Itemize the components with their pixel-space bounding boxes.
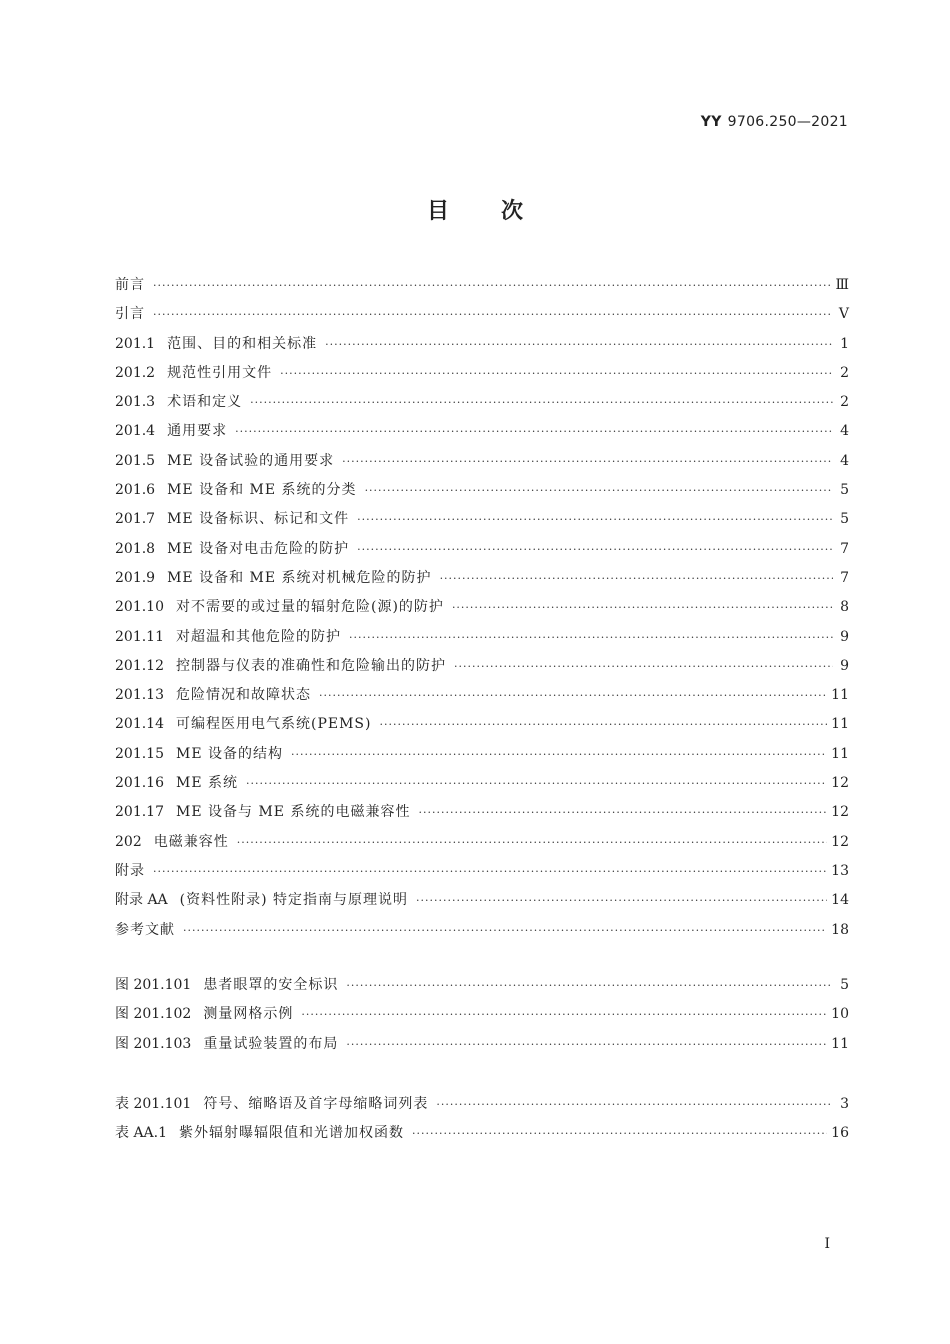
toc-entry-label: ME 设备和 ME 系统的分类 [167, 482, 357, 499]
table-entry[interactable] [115, 1122, 849, 1151]
toc-entry-page: 3 [840, 1096, 849, 1112]
toc-entry-page: 2 [840, 394, 849, 411]
toc-entry-page: 9 [840, 628, 849, 645]
dot-leader [452, 601, 833, 614]
dot-leader [412, 1127, 827, 1140]
dot-leader [365, 484, 833, 497]
toc-entry-number: 201.1 [115, 335, 156, 352]
toc-entry-label: ME 设备的结构 [176, 745, 284, 762]
toc-entry-page: 5 [840, 977, 849, 993]
toc-entry-number: 201.5 [115, 452, 156, 469]
toc-entry-page: 4 [840, 452, 849, 469]
dot-leader [342, 455, 833, 468]
figure-entry[interactable] [115, 974, 849, 1003]
toc-entry[interactable] [115, 508, 849, 537]
toc-entry-number: 图 201.103 [115, 1035, 192, 1052]
dot-leader [357, 543, 833, 556]
toc-entry-page: 1 [840, 335, 849, 352]
toc-tables-list [115, 1093, 849, 1152]
dot-leader [250, 396, 833, 409]
toc-entry-page: 12 [831, 775, 849, 792]
toc-entry-label: 附录 [115, 862, 145, 879]
toc-entry-number: 202 [115, 833, 142, 850]
dot-leader [246, 777, 827, 790]
toc-entry-label: 术语和定义 [167, 394, 243, 411]
toc-entry-page: 11 [831, 716, 849, 733]
toc-entry-label: 控制器与仪表的准确性和危险输出的防护 [176, 657, 446, 674]
dot-leader [416, 894, 827, 907]
standard-code [701, 114, 848, 130]
toc-entry-page: Ⅲ [835, 277, 849, 293]
dot-leader [325, 338, 833, 351]
toc-entry-label: 规范性引用文件 [167, 364, 273, 381]
toc-entry[interactable] [115, 479, 849, 508]
toc-entry-label: 范围、目的和相关标准 [167, 335, 318, 352]
figure-entry[interactable] [115, 1033, 849, 1062]
toc-entry-label: (资料性附录) 特定指南与原理说明 [179, 892, 409, 909]
toc-entry[interactable] [115, 362, 849, 391]
toc-entry-number: 201.9 [115, 569, 156, 586]
toc-entry[interactable] [115, 567, 849, 596]
toc-entry-label: ME 设备对电击危险的防护 [167, 540, 350, 557]
dot-leader [346, 979, 833, 992]
standard-number: 9706.250—2021 [727, 114, 848, 130]
toc-entry-number: 附录 AA [115, 892, 168, 909]
toc-entry[interactable] [115, 743, 849, 772]
dot-leader [153, 865, 827, 878]
dot-leader [280, 367, 833, 380]
dot-leader [291, 748, 827, 761]
toc-entry-number: 图 201.101 [115, 977, 192, 993]
toc-entry[interactable] [115, 596, 849, 625]
dot-leader [440, 572, 833, 585]
page-title: 目次 [426, 199, 575, 224]
toc-figures-list [115, 974, 849, 1062]
toc-entry-label: 符号、缩略语及首字母缩略词列表 [203, 1096, 429, 1112]
toc-entry[interactable] [115, 420, 849, 449]
standard-prefix: YY [700, 114, 722, 130]
toc-entry-label: 通用要求 [167, 423, 228, 440]
toc-entry-page: 5 [840, 482, 849, 499]
dot-leader [349, 631, 833, 644]
dot-leader [319, 689, 827, 702]
toc-entry-page: 13 [831, 862, 849, 879]
toc-entry-page: 16 [831, 1125, 849, 1142]
toc-entry-page: 18 [831, 921, 849, 938]
toc-entry-page: 12 [831, 804, 849, 821]
toc-entry[interactable] [115, 772, 849, 801]
toc-entry-page: 7 [840, 540, 849, 557]
toc-entry-label: 测量网格示例 [203, 1006, 294, 1023]
toc-entry-label: 前言 [115, 277, 145, 293]
toc-entry[interactable] [115, 919, 849, 948]
toc-entry-label: 紫外辐射曝辐限值和光谱加权函数 [179, 1125, 405, 1142]
toc-entry-number: 201.11 [115, 628, 164, 645]
toc-entry[interactable] [115, 655, 849, 684]
toc-entry-page: 12 [831, 833, 849, 850]
toc-entry-page: 11 [831, 745, 849, 762]
toc-entry-number: 201.15 [115, 745, 164, 762]
toc-entry[interactable] [115, 450, 849, 479]
dot-leader [346, 1038, 827, 1051]
toc-entry[interactable] [115, 684, 849, 713]
toc-entry-page: 4 [840, 423, 849, 440]
toc-entry-number: 201.3 [115, 394, 156, 411]
toc-entry-label: 对不需要的或过量的辐射危险(源)的防护 [176, 599, 444, 616]
toc-entry-number: 图 201.102 [115, 1006, 192, 1023]
toc-entry-page: 14 [831, 892, 849, 909]
footer-page-number: I [824, 1236, 830, 1252]
toc-entry-page: Ⅴ [838, 306, 849, 323]
toc-entry-number: 201.17 [115, 804, 164, 821]
table-entry[interactable] [115, 1093, 849, 1122]
toc-entry-page: 8 [840, 599, 849, 616]
toc-entry[interactable] [115, 333, 849, 362]
toc-entry-label: ME 设备试验的通用要求 [167, 452, 335, 469]
toc-entry-label: 重量试验装置的布局 [203, 1035, 339, 1052]
toc-entry-label: 对超温和其他危险的防护 [176, 628, 341, 645]
toc-entry[interactable] [115, 801, 849, 830]
toc-entry-page: 10 [831, 1006, 849, 1023]
dot-leader [237, 836, 827, 849]
toc-entry-number: 201.4 [115, 423, 156, 440]
dot-leader [235, 425, 833, 438]
toc-main-list [115, 274, 849, 948]
toc-entry-number: 201.13 [115, 687, 164, 704]
toc-entry-page: 7 [840, 569, 849, 586]
toc-entry-label: 参考文献 [115, 921, 175, 938]
toc-entry-number: 201.7 [115, 511, 156, 528]
toc-entry-page: 11 [831, 1035, 849, 1052]
toc-entry[interactable] [115, 274, 849, 303]
toc-entry-number: 201.2 [115, 364, 156, 381]
toc-entry-number: 201.10 [115, 599, 164, 616]
dot-leader [454, 660, 833, 673]
toc-entry-label: ME 设备和 ME 系统对机械危险的防护 [167, 569, 432, 586]
toc-entry-number: 201.8 [115, 540, 156, 557]
toc-entry-label: 电磁兼容性 [153, 833, 229, 850]
toc-entry[interactable] [115, 713, 849, 742]
toc-entry-page: 9 [840, 657, 849, 674]
toc-entry-label: 患者眼罩的安全标识 [203, 977, 339, 993]
dot-leader [301, 1008, 827, 1021]
dot-leader [380, 718, 828, 731]
toc-entry-page: 11 [831, 687, 849, 704]
dot-leader [153, 308, 833, 321]
toc-entry[interactable] [115, 889, 849, 918]
toc-entry[interactable] [115, 626, 849, 655]
dot-leader [418, 806, 827, 819]
dot-leader [357, 513, 833, 526]
dot-leader [183, 924, 827, 937]
toc-entry-number: 表 AA.1 [115, 1125, 168, 1142]
toc-entry-number: 201.16 [115, 775, 164, 792]
toc-entry[interactable] [115, 391, 849, 420]
toc-entry-number: 201.14 [115, 716, 164, 733]
toc-entry-label: ME 设备标识、标记和文件 [167, 511, 350, 528]
toc-entry-number: 表 201.101 [115, 1096, 192, 1112]
toc-entry[interactable] [115, 303, 849, 332]
toc-entry[interactable] [115, 538, 849, 567]
toc-entry-number: 201.12 [115, 657, 164, 674]
dot-leader [436, 1098, 833, 1111]
toc-entry-number: 201.6 [115, 482, 156, 499]
toc-entry-label: 可编程医用电气系统(PEMS) [176, 716, 372, 733]
toc-entry-label: 危险情况和故障状态 [176, 687, 311, 704]
dot-leader [153, 279, 831, 292]
toc-entry[interactable] [115, 860, 849, 889]
figure-entry[interactable] [115, 1003, 849, 1032]
toc-entry-page: 5 [840, 511, 849, 528]
toc-entry[interactable] [115, 831, 849, 860]
toc-entry-page: 2 [840, 364, 849, 381]
toc-entry-label: ME 系统 [176, 775, 239, 792]
toc-entry-label: 引言 [115, 306, 145, 323]
toc-entry-label: ME 设备与 ME 系统的电磁兼容性 [176, 804, 411, 821]
